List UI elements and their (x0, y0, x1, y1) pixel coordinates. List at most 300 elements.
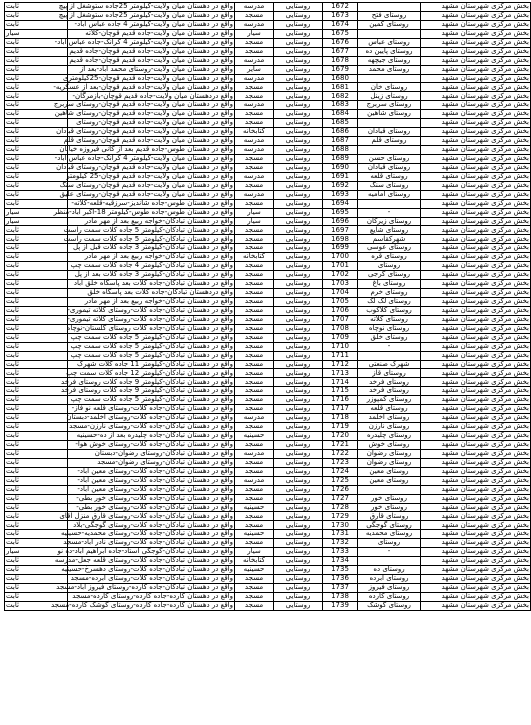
status-cell: ثابت (5, 449, 68, 458)
address-cell: واقع در دهستان تبادکان-خواجه ربیع بعد از مهر مادر (68, 253, 235, 262)
area-type-cell: روستایی (274, 530, 323, 539)
area-type-cell: روستایی (274, 351, 323, 360)
location-cell: بخش مرکزی شهرستان مشهد (421, 29, 531, 38)
location-cell: بخش مرکزی شهرستان مشهد (421, 119, 531, 128)
status-cell: ثابت (5, 163, 68, 172)
area-type-cell: روستایی (274, 47, 323, 56)
table-row (5, 119, 531, 128)
row-number-cell: 1727 (323, 494, 358, 503)
village-name-cell (358, 74, 421, 83)
row-number-cell: 1714 (323, 378, 358, 387)
table-row (5, 199, 531, 208)
row-number-cell: 1729 (323, 512, 358, 521)
status-cell: ثابت (5, 38, 68, 47)
table-row (5, 306, 531, 315)
location-cell: بخش مرکزی شهرستان مشهد (421, 3, 531, 12)
village-name-cell: روستای محمدیه (358, 530, 421, 539)
location-cell: بخش مرکزی شهرستان مشهد (421, 423, 531, 432)
row-number-cell: 1739 (323, 601, 358, 610)
village-name-cell: روستای گرجی (358, 271, 421, 280)
usage-cell: مسجد (235, 163, 274, 172)
table-row (5, 333, 531, 342)
usage-cell: مسجد (235, 369, 274, 378)
status-cell: ثابت (5, 226, 68, 235)
village-name-cell: روستای شاهین (358, 110, 421, 119)
row-number-cell: 1701 (323, 262, 358, 271)
status-cell: ثابت (5, 351, 68, 360)
usage-cell: مدرسه (235, 190, 274, 199)
location-cell: بخش مرکزی شهرستان مشهد (421, 181, 531, 190)
row-number-cell: 1720 (323, 432, 358, 441)
status-cell: ثابت (5, 235, 68, 244)
area-type-cell: روستایی (274, 253, 323, 262)
table-row (5, 181, 531, 190)
address-cell: واقع در دهستان میان ولایت-کیلومتر 25جاده ستوشغل از پیچ (58, 2, 233, 11)
address-cell: واقع در دهستان تبادکان-کیلومتر 9 جاده کلات روستای فرخد (60, 377, 233, 386)
table-row (5, 146, 531, 155)
area-type-cell: روستایی (274, 92, 323, 101)
row-number-cell: 1679 (323, 65, 358, 74)
row-number-cell: 1697 (323, 226, 358, 235)
location-cell: بخش مرکزی شهرستان مشهد (421, 190, 531, 199)
usage-cell: مسجد (235, 378, 274, 387)
usage-cell: مدرسه (235, 101, 274, 110)
table-row (5, 38, 531, 47)
table-row (5, 521, 531, 530)
address-cell: واقع در دهستان تبادکان-جاده کلات بعد پاسگاه خلق اباد (68, 280, 235, 289)
area-type-cell: روستایی (274, 306, 323, 315)
location-cell: بخش مرکزی شهرستان مشهد (421, 65, 531, 74)
village-name-cell (358, 557, 421, 566)
area-type-cell: روستایی (274, 405, 323, 414)
row-number-cell: 1677 (323, 47, 358, 56)
address-cell: واقع در دهستان تبادکان-جاده کلات-روستای نارزن-مسجد (69, 422, 233, 431)
area-type-cell: روستایی (274, 3, 323, 12)
address-cell: واقع در دهستان میان ولایت-کیلومتر 4 کرانک-جاده عباس اباد- (54, 37, 233, 46)
area-type-cell: روستایی (274, 360, 323, 369)
usage-cell: مسجد (235, 458, 274, 467)
usage-cell: سیار (235, 548, 274, 557)
address-cell: واقع در دهستان تبادکان-کیلومتر 3 جاده کلات بعد از پل (68, 271, 235, 280)
usage-cell: مسجد (235, 575, 274, 584)
usage-cell: مسجد (235, 539, 274, 548)
row-number-cell: 1722 (323, 449, 358, 458)
location-cell: بخش مرکزی شهرستان مشهد (421, 539, 531, 548)
village-name-cell: روستای قره (358, 253, 421, 262)
address-cell: واقع در دهستان تبادکان-کیلومتر 5 جاده کلات سمت راست (63, 234, 233, 243)
address-cell: واقع در دهستان تبادکان-جاده کلات-روستای معین اباد- (68, 476, 235, 485)
table-row (5, 226, 531, 235)
village-name-cell: روستای خان (358, 83, 421, 92)
status-cell: ثابت (5, 566, 68, 575)
address-cell: واقع در دهستان تبادکان-کیلومتر 4 جاده کلات سمت چپ (68, 262, 235, 271)
usage-cell: حسینیه (235, 432, 274, 441)
address-cell: واقع در دهستان تبادکان-روستای رضوان-دبستان (68, 449, 235, 458)
row-number-cell: 1685 (323, 119, 358, 128)
address-cell: واقع در دهستان تبادکان-کیلومتر 9 جاده کلات روستای فرخد (60, 386, 233, 395)
location-cell: بخش مرکزی شهرستان مشهد (421, 566, 531, 575)
village-name-cell: روستای معین (358, 467, 421, 476)
usage-cell: مسجد (235, 494, 274, 503)
usage-cell: مسجد (235, 601, 274, 610)
status-cell: ثابت (5, 154, 68, 163)
area-type-cell: روستایی (274, 494, 323, 503)
usage-cell: مسجد (235, 342, 274, 351)
address-cell: واقع در دهستان تبادکان-جاده کلات-روستای قارق منزل اقای (59, 511, 233, 520)
table-row (5, 137, 531, 146)
usage-cell: مسجد (235, 467, 274, 476)
area-type-cell: روستایی (274, 289, 323, 298)
table-row (5, 503, 531, 512)
table-row (5, 101, 531, 110)
table-row (5, 315, 531, 324)
row-number-cell: 1689 (323, 154, 358, 163)
row-number-cell: 1683 (323, 101, 358, 110)
status-cell: ثابت (5, 333, 68, 342)
village-name-cell: شهرک صنعتی (358, 360, 421, 369)
usage-cell: سیار (235, 208, 274, 217)
village-name-cell: روستای زینل (358, 92, 421, 101)
table-row (5, 208, 531, 217)
address-cell: واقع در دهستان تبادکان-جاده کلات-روستای نادر اباد-مسجد (63, 538, 233, 547)
row-number-cell: 1696 (323, 217, 358, 226)
usage-cell: مسجد (235, 110, 274, 119)
address-cell: واقع در دهستان تبادکان-کیلومتر 12 جاده کلات سمت چپ (66, 368, 233, 377)
table-row (5, 47, 531, 56)
address-cell: واقع در دهستان تبادکان-کیلومتر 5 جاده کلات سمت چپ (68, 351, 235, 360)
status-cell: سیار (5, 208, 68, 217)
area-type-cell: روستایی (274, 65, 323, 74)
row-number-cell: 1738 (323, 592, 358, 601)
usage-cell: سایر (235, 65, 274, 74)
status-cell: ثابت (5, 592, 68, 601)
row-number-cell: 1733 (323, 548, 358, 557)
address-cell: واقع در دهستان تبادکان-جاده کلات-روستای معین اباد- (68, 467, 235, 476)
address-cell: واقع در دهستان تبادکان-جاده کلات-روستای معین اباد- (68, 485, 235, 494)
row-number-cell: 1719 (323, 423, 358, 432)
location-cell: بخش مرکزی شهرستان مشهد (421, 297, 531, 306)
table-row (5, 512, 531, 521)
table-row (5, 378, 531, 387)
location-cell: بخش مرکزی شهرستان مشهد (421, 137, 531, 146)
village-name-cell: روستای کلاته (358, 315, 421, 324)
village-name-cell: روستای چلیدره (358, 432, 421, 441)
area-type-cell: روستایی (274, 128, 323, 137)
village-name-cell: روستای رضوان (358, 449, 421, 458)
usage-cell: مدرسه (235, 172, 274, 181)
address-cell: واقع دردهستان تبادکان-جاده کلات بعد پاسگاه خلق (68, 289, 235, 298)
address-cell: واقع در دهستان میان ولایت-جاده قدیم قوچان-جاده قدیم (69, 55, 233, 64)
area-type-cell: روستایی (274, 476, 323, 485)
table-row (5, 351, 531, 360)
status-cell: ثابت (5, 289, 68, 298)
table-row (5, 92, 531, 101)
usage-cell: مسجد (235, 396, 274, 405)
location-cell: بخش مرکزی شهرستان مشهد (421, 289, 531, 298)
usage-cell: مدرسه (235, 137, 274, 146)
village-name-cell: روستای کمین (358, 20, 421, 29)
location-cell: بخش مرکزی شهرستان مشهد (421, 369, 531, 378)
village-name-cell: روستای باغ (358, 280, 421, 289)
usage-cell: مدرسه (235, 3, 274, 12)
village-name-cell: روستای فرخد (358, 387, 421, 396)
usage-cell: مسجد (235, 38, 274, 47)
village-name-cell: روستای امامیه (358, 190, 421, 199)
area-type-cell: روستایی (274, 432, 323, 441)
table-row (5, 217, 531, 226)
village-name-cell: روستای قلم (358, 137, 421, 146)
address-cell: واقع در دهستان تبادکان-جاده کلات-روستای خور بطی- (68, 494, 235, 503)
address-cell: واقع در دهستان میان ولایت-جاده قدیم قوچان-25کیلومتری (62, 73, 233, 82)
address-cell: واقع در دهستان تبادکان-گوجگی استاد-جاده ابراهیم اباد-ده نو (57, 547, 233, 556)
table-row (5, 449, 531, 458)
status-cell: ثابت (5, 74, 68, 83)
village-name-cell: روستای ده (358, 566, 421, 575)
row-number-cell: 1716 (323, 396, 358, 405)
village-name-cell: روستای گوشک (358, 601, 421, 610)
village-name-cell: روستای خلق (358, 333, 421, 342)
usage-cell: مسجد (235, 47, 274, 56)
row-number-cell: 1680 (323, 74, 358, 83)
table-row (5, 324, 531, 333)
table-row (5, 557, 531, 566)
usage-cell: مسجد (235, 119, 274, 128)
village-name-cell: روستای قبادان (358, 128, 421, 137)
address-cell: واقع در دهستان میان ولایت-جاده قدیم قوچان-بعد از عسکریه- (53, 82, 233, 91)
village-name-cell: - (358, 342, 421, 351)
table-row (5, 583, 531, 592)
area-type-cell: روستایی (274, 110, 323, 119)
address-cell: واقع در دهستان میان ولایت-جاده قدیم قوچان-روستای قبادان (56, 163, 233, 172)
area-type-cell: روستایی (274, 324, 323, 333)
table-row (5, 360, 531, 369)
address-cell: واقع در دهستان تبادکان-جاده کلات-روستای محمدیه-حسینیه (61, 529, 233, 538)
address-cell: واقع در دهستان تبادکان-کیلومتر 5 جاده کلات سمت چپ (68, 333, 235, 342)
address-cell: واقع در دهستان تبادکان-جاده کلات-روستای کلاته تیموری- (67, 314, 233, 323)
area-type-cell: روستایی (274, 297, 323, 306)
location-cell: بخش مرکزی شهرستان مشهد (421, 583, 531, 592)
area-type-cell: روستایی (274, 458, 323, 467)
area-type-cell: روستایی (274, 414, 323, 423)
village-name-cell: روستای زیرکان (358, 217, 421, 226)
row-number-cell: 1712 (323, 360, 358, 369)
location-cell: بخش مرکزی شهرستان مشهد (421, 235, 531, 244)
table-row (5, 280, 531, 289)
usage-cell: سیار (235, 217, 274, 226)
location-cell: بخش مرکزی شهرستان مشهد (421, 387, 531, 396)
area-type-cell: روستایی (274, 369, 323, 378)
table-row (5, 56, 531, 65)
status-cell: ثابت (5, 244, 68, 253)
table-row (5, 575, 531, 584)
row-number-cell: 1674 (323, 20, 358, 29)
area-type-cell: روستایی (274, 83, 323, 92)
usage-cell: مسجد (235, 360, 274, 369)
table-row (5, 440, 531, 449)
status-cell: ثابت (5, 440, 68, 449)
village-name-cell: روستای (358, 539, 421, 548)
location-cell: بخش مرکزی شهرستان مشهد (421, 494, 531, 503)
location-cell: بخش مرکزی شهرستان مشهد (421, 333, 531, 342)
address-cell: واقع در دهستان میان ولایت-روستای محمد اباد-بعد از (68, 65, 235, 74)
table-row (5, 11, 531, 20)
location-cell: بخش مرکزی شهرستان مشهد (421, 306, 531, 315)
usage-cell: مسجد (235, 423, 274, 432)
village-name-cell: روستای خور (358, 503, 421, 512)
address-cell: واقع دردهستان میان ولایت-جاده قدیم قوچان-بازمرگان- (68, 92, 235, 101)
table-row (5, 387, 531, 396)
status-cell: ثابت (5, 512, 68, 521)
usage-cell: مدرسه (235, 56, 274, 65)
area-type-cell: روستایی (274, 467, 323, 476)
usage-cell: مسجد (235, 387, 274, 396)
location-cell: بخش مرکزی شهرستان مشهد (421, 253, 531, 262)
status-cell: ثابت (5, 11, 68, 20)
usage-cell: مسجد (235, 306, 274, 315)
table-row (5, 289, 531, 298)
area-type-cell: روستایی (274, 226, 323, 235)
row-number-cell: 1682 (323, 92, 358, 101)
address-cell: واقع در دهستان تبادکان-جاده کلات-روستای ابرده-مسجد (68, 575, 235, 584)
row-number-cell: 1723 (323, 458, 358, 467)
village-name-cell: روستای لک لک (358, 297, 421, 306)
usage-cell: مسجد (235, 289, 274, 298)
table-row (5, 297, 531, 306)
status-cell: ثابت (5, 146, 68, 155)
usage-cell: مسجد (235, 297, 274, 306)
usage-cell: مدرسه (235, 414, 274, 423)
row-number-cell: 1695 (323, 208, 358, 217)
row-number-cell: 1688 (323, 146, 358, 155)
village-name-cell: روستای کلاکوب (358, 306, 421, 315)
usage-cell: مسجد (235, 92, 274, 101)
row-number-cell: 1691 (323, 172, 358, 181)
row-number-cell: 1675 (323, 29, 358, 38)
status-cell: ثابت (5, 83, 68, 92)
address-cell: واقع در دهستان تبادکان-کیلومتر 5 جاده کلات سمت چپ (68, 342, 235, 351)
usage-cell: مدرسه (235, 146, 274, 155)
location-cell: بخش مرکزی شهرستان مشهد (421, 199, 531, 208)
address-cell: واقع در دهستان تبادکان-روستای رضوان-مسجد (68, 458, 235, 467)
row-number-cell: 1710 (323, 342, 358, 351)
village-name-cell: روستای قلعه (358, 172, 421, 181)
row-number-cell: 1715 (323, 387, 358, 396)
usage-cell: حسینیه (235, 530, 274, 539)
row-number-cell: 1699 (323, 244, 358, 253)
location-cell: بخش مرکزی شهرستان مشهد (421, 432, 531, 441)
location-cell: بخش مرکزی شهرستان مشهد (421, 342, 531, 351)
location-cell: بخش مرکزی شهرستان مشهد (421, 521, 531, 530)
address-cell: واقع در دهستان میان ولایت-کیلومتر 4 جاده عباس اباد- (68, 20, 235, 29)
usage-cell: حسینیه (235, 503, 274, 512)
area-type-cell: روستایی (274, 423, 323, 432)
location-cell: بخش مرکزی شهرستان مشهد (421, 92, 531, 101)
usage-cell: مسجد (235, 280, 274, 289)
status-cell: ثابت (5, 190, 68, 199)
village-name-cell (358, 351, 421, 360)
row-number-cell: 1732 (323, 539, 358, 548)
row-number-cell: 1731 (323, 530, 358, 539)
area-type-cell: روستایی (274, 342, 323, 351)
usage-cell: سیار (235, 29, 274, 38)
row-number-cell: 1690 (323, 163, 358, 172)
status-cell: ثابت (5, 494, 68, 503)
status-cell: ثابت (5, 405, 68, 414)
row-number-cell: 1728 (323, 503, 358, 512)
address-cell: واقع در دهستان تبادکان-جاده کلات-روستای دهسرخ-حسینیه (61, 565, 233, 574)
address-cell: واقع در دهستان میان ولایت-جاده قدیم قوچان-روستای (68, 119, 235, 128)
usage-cell: مسجد (235, 235, 274, 244)
status-cell: ثابت (5, 47, 68, 56)
area-type-cell: روستایی (274, 280, 323, 289)
usage-cell: مسجد (235, 181, 274, 190)
table-row (5, 154, 531, 163)
location-cell: بخش مرکزی شهرستان مشهد (421, 476, 531, 485)
usage-cell: مسجد (235, 262, 274, 271)
area-type-cell: روستایی (274, 163, 323, 172)
address-cell: واقع در دهستان طوس-جاده قدیم بعد از کانی فیروزه خیابان (59, 145, 233, 154)
table-row (5, 566, 531, 575)
usage-cell: مسجد (235, 154, 274, 163)
area-type-cell: روستایی (274, 449, 323, 458)
status-cell: ثابت (5, 253, 68, 262)
table-row (5, 190, 531, 199)
row-number-cell: 1724 (323, 467, 358, 476)
village-name-cell: روستای اخلمد (358, 414, 421, 423)
location-cell: بخش مرکزی شهرستان مشهد (421, 467, 531, 476)
area-type-cell: روستایی (274, 315, 323, 324)
village-name-cell (358, 199, 421, 208)
status-cell: ثابت (5, 521, 68, 530)
table-row (5, 548, 531, 557)
area-type-cell: روستایی (274, 548, 323, 557)
table-row (5, 83, 531, 92)
area-type-cell: روستایی (274, 217, 323, 226)
village-name-cell: - (358, 208, 421, 217)
village-name-cell: روستای خور (358, 494, 421, 503)
location-cell: بخش مرکزی شهرستان مشهد (421, 557, 531, 566)
area-type-cell: روستایی (274, 11, 323, 20)
village-name-cell: روستای سنگ (358, 181, 421, 190)
table-row (5, 163, 531, 172)
status-cell: ثابت (5, 119, 68, 128)
village-name-cell: روستای فرخد (358, 378, 421, 387)
village-name-cell: روستای خرم (358, 289, 421, 298)
usage-cell: مسجد (235, 583, 274, 592)
location-cell: بخش مرکزی شهرستان مشهد (421, 548, 531, 557)
address-cell: واقع در دهستان تبادکان-خواجه ربیع بعد از مهر مادر (68, 297, 235, 306)
village-name-cell: روستای خوش (358, 440, 421, 449)
location-cell: بخش مرکزی شهرستان مشهد (421, 56, 531, 65)
village-name-cell (358, 485, 421, 494)
village-name-cell: روستای جیچهه (358, 56, 421, 65)
row-number-cell: 1705 (323, 297, 358, 306)
location-cell: بخش مرکزی شهرستان مشهد (421, 315, 531, 324)
table-row (5, 467, 531, 476)
location-cell: بخش مرکزی شهرستان مشهد (421, 244, 531, 253)
status-cell: سیار (5, 29, 68, 38)
row-number-cell: 1681 (323, 83, 358, 92)
area-type-cell: روستایی (274, 440, 323, 449)
row-number-cell: 1698 (323, 235, 358, 244)
table-row (5, 432, 531, 441)
location-cell: بخش مرکزی شهرستان مشهد (421, 503, 531, 512)
village-name-cell: روستای قاز (358, 369, 421, 378)
location-cell: بخش مرکزی شهرستان مشهد (421, 262, 531, 271)
area-type-cell: روستایی (274, 512, 323, 521)
status-cell: ثابت (5, 3, 68, 12)
village-name-cell: روستای قبادان (358, 163, 421, 172)
